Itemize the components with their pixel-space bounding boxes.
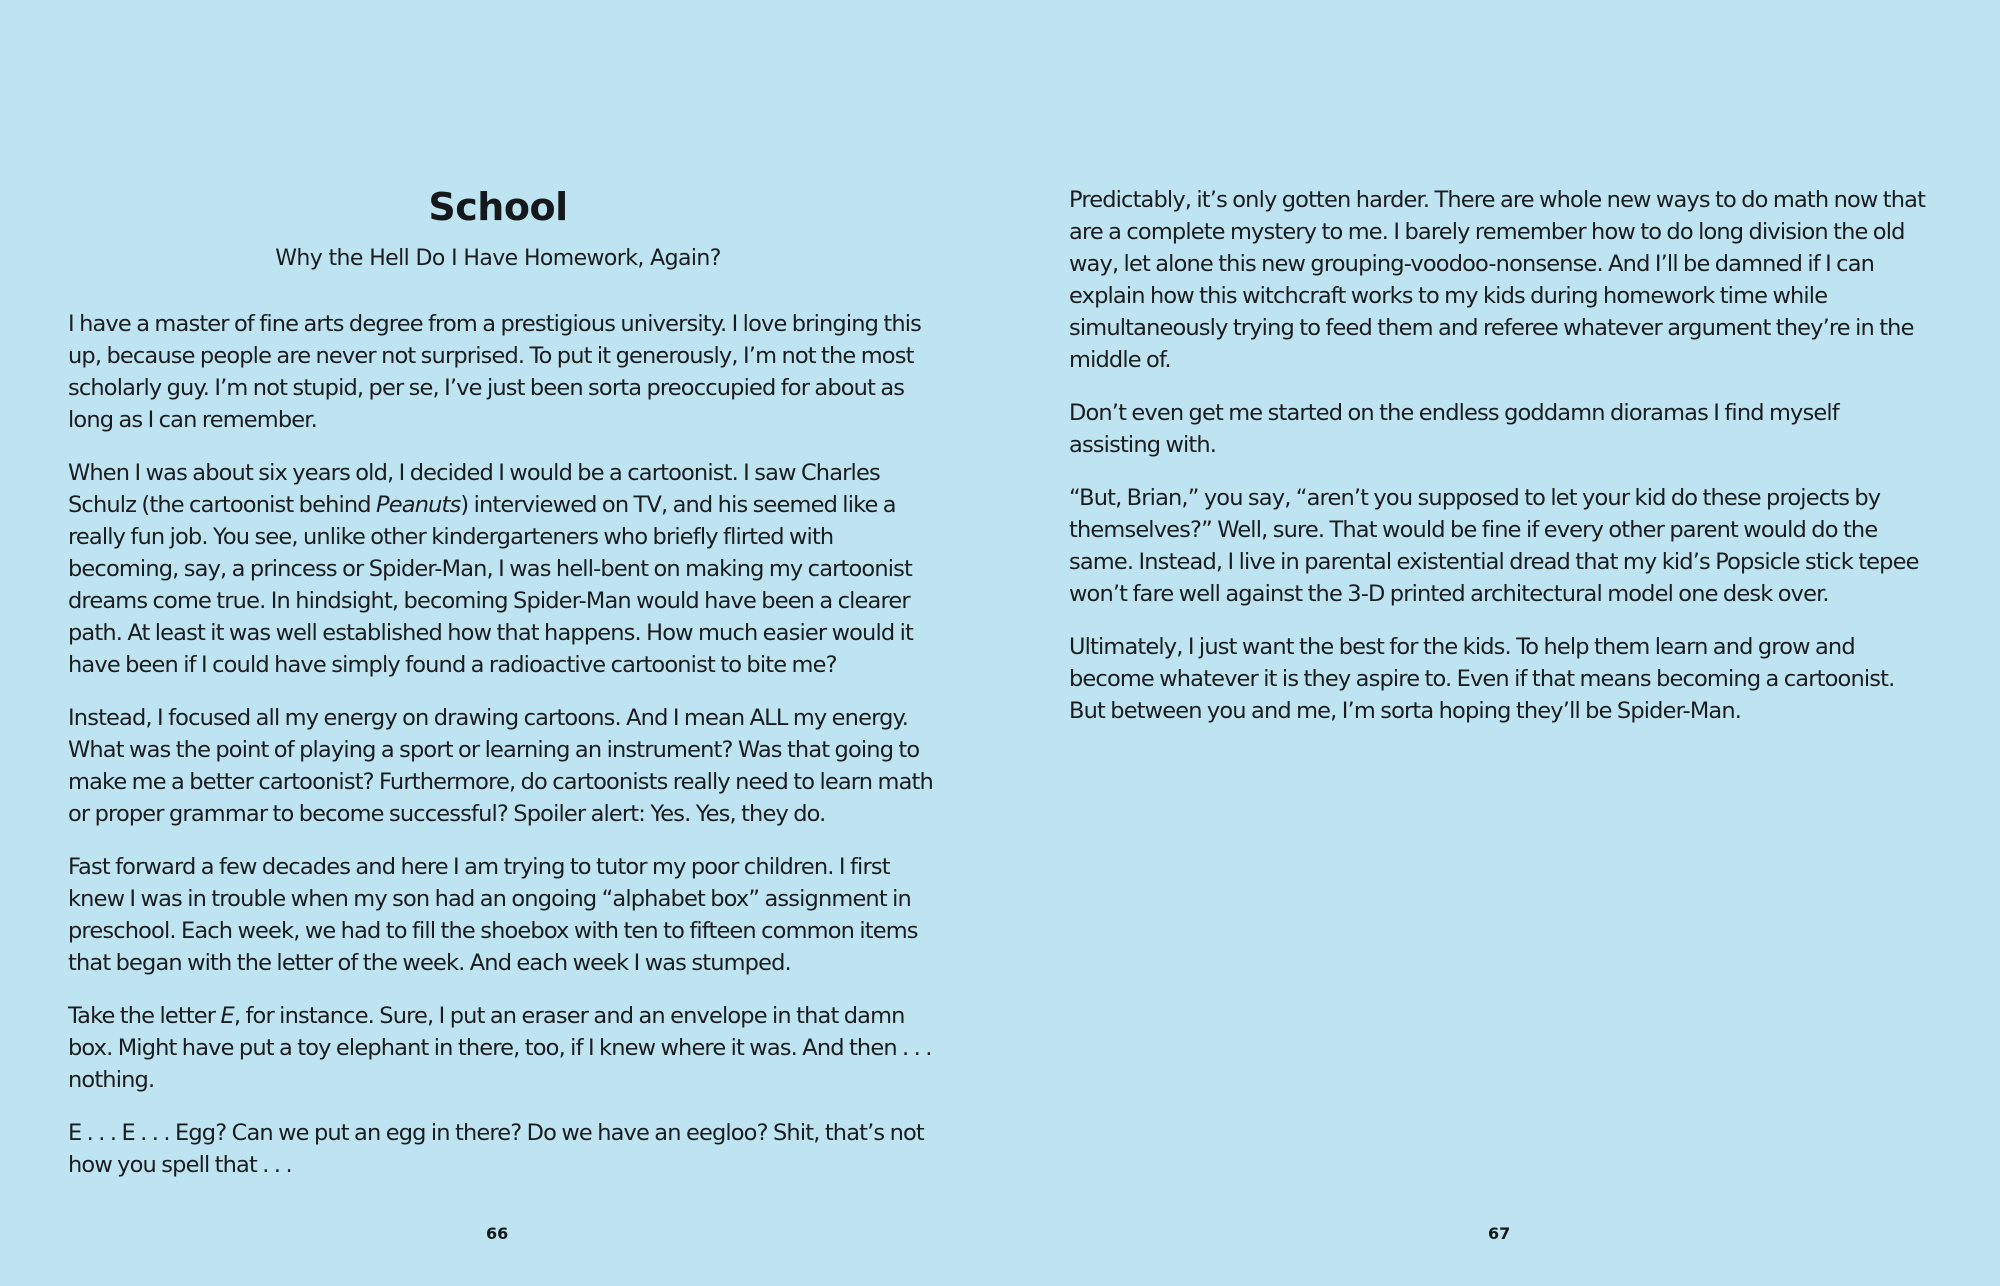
paragraph: Predictably, it’s only gotten harder. There are whole new ways to do math now that are a complete mystery to me. I barely remember how to do long division the old way, let alone this new grouping-voodoo-nonsense. And I’ll be damned if I can explain how this witchcraft works to my kids during homework time while simultaneously trying to feed them and referee whatever argument they’re in the middle of. (1069, 187, 1926, 373)
page-number-right: 67 (1488, 1224, 1511, 1243)
paragraph: Don’t even get me started on the endless goddamn dioramas I find myself assisting with. (1069, 400, 1839, 458)
paragraph: “But, Brian,” you say, “aren’t you supposed to let your kid do these projects by themselves?” Well, sure. That would be fine if every other parent would do the same. Instead, I live in parental existential dread that my kid’s Popsicle stick tepee won’t fare well against the 3-D printed architectural model one desk over. (1069, 485, 1919, 607)
right-body-text (1069, 184, 1929, 748)
left-page (68, 0, 940, 1286)
chapter-title: School (428, 185, 568, 229)
paragraph: Ultimately, I just want the best for the kids. To help them learn and grow and become whatever it is they aspire to. Even if that means becoming a cartoonist. But between you and me, I’m sorta hoping they’ll be Spider-Man. (1069, 634, 1895, 724)
paragraph: I have a master of fine arts degree from a prestigious university. I love bringing this up, because people are never not surprised. To put it generously, I’m not the most scholarly guy. I’m not stupid, per se, I’ve just been sorta preoccupied for about as long as I can remember. (68, 311, 922, 433)
paragraph: When I was about six years old, I decided I would be a cartoonist. I saw Charles Schulz (the cartoonist behind Peanuts) interviewed on TV, and his seemed like a really fun job. You see, unlike other kindergarteners who briefly flirted with becoming, say, a princess or Spider-Man, I was hell-bent on making my cartoonist dreams come true. In hindsight, becoming Spider-Man would have been a clearer path. At least it was well established how that happens. How much easier would it have been if I could have simply found a radioactive cartoonist to bite me? (68, 460, 913, 678)
right-page (1069, 0, 1929, 1286)
chapter-subtitle: Why the Hell Do I Have Homework, Again? (275, 246, 721, 271)
letter-e: E (220, 1003, 234, 1029)
left-body-text (68, 308, 940, 1202)
page-number-left: 66 (486, 1224, 509, 1243)
paragraph: Instead, I focused all my energy on drawing cartoons. And I mean ALL my energy. What was the point of playing a sport or learning an instrument? Was that going to make me a better cartoonist? Furthermore, do cartoonists really need to learn math or proper grammar to become successful? Spoiler alert: Yes. Yes, they do. (68, 705, 933, 827)
paragraph: Take the letter E, for instance. Sure, I put an eraser and an envelope in that damn box. Might have put a toy elephant in there, too, if I knew where it was. And then . . . nothing. (68, 1003, 932, 1093)
paragraph: E . . . E . . . Egg? Can we put an egg in there? Do we have an eegloo? Shit, that’s not how you spell that . . . (68, 1120, 924, 1178)
paragraph: Fast forward a few decades and here I am trying to tutor my poor children. I first knew I was in trouble when my son had an ongoing “alphabet box” assignment in preschool. Each week, we had to fill the shoebox with ten to fifteen common items that began with the letter of the week. And each week I was stumped. (68, 854, 918, 976)
book-title-peanuts: Peanuts (376, 492, 461, 518)
